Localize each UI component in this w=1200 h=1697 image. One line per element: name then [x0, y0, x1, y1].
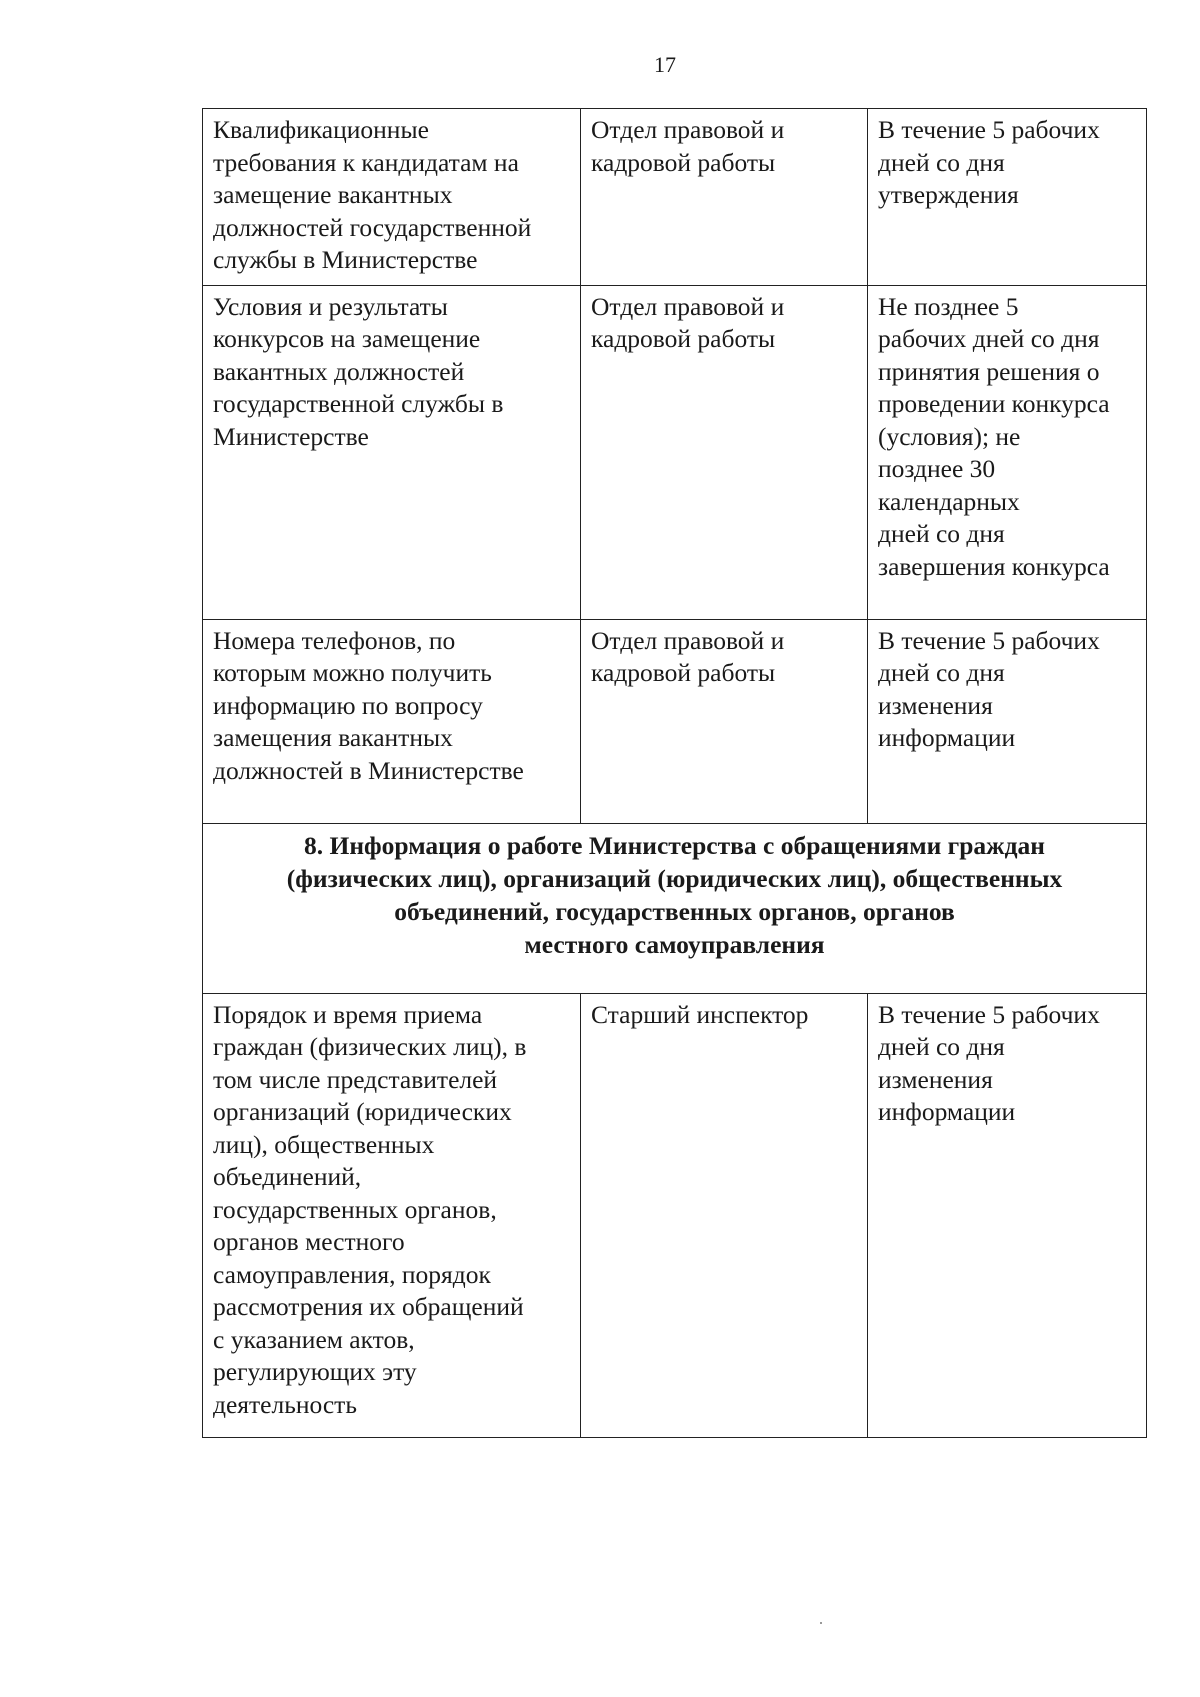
page-number: 17: [654, 52, 676, 77]
responsible-text: Отдел правовой и кадровой работы: [591, 115, 785, 177]
deadline-text: В течение 5 рабочих дней со дня изменения информации: [878, 999, 1100, 1126]
scan-speck: [820, 1622, 822, 1624]
table-row: [203, 109, 1147, 286]
table-row: [203, 619, 1147, 823]
info-text: Порядок и время приема граждан (физических лиц), в том числе представителей организаций (юридических лиц), общественных объединений, государственных органов, органов местного самоуправления, порядок рассмотрения их обращений с указанием актов, регулирующих эту деятельность: [213, 999, 527, 1419]
table-row: [203, 285, 1147, 619]
deadline-text: Не позднее 5 рабочих дней со дня принятия решения о проведении конкурса (условия); не позднее 30 календарных дней со дня завершения конкурса: [878, 291, 1110, 581]
info-text: Условия и результаты конкурсов на замещение вакантных должностей государственной службы в Министерстве: [213, 291, 504, 451]
deadline-cell: [868, 109, 1147, 286]
info-cell: [203, 109, 581, 286]
deadline-text: В течение 5 рабочих дней со дня изменения информации: [878, 625, 1100, 752]
responsible-cell: [581, 619, 868, 823]
info-cell: [203, 619, 581, 823]
deadline-cell: [868, 993, 1147, 1437]
section-heading-cell: [203, 823, 1147, 993]
information-table: [202, 108, 1147, 1438]
responsible-cell: [581, 285, 868, 619]
responsible-text: Отдел правовой и кадровой работы: [591, 625, 785, 687]
responsible-cell: [581, 109, 868, 286]
deadline-cell: [868, 619, 1147, 823]
table-row: [203, 993, 1147, 1437]
responsible-cell: [581, 993, 868, 1437]
responsible-text: Отдел правовой и кадровой работы: [591, 291, 785, 353]
info-cell: [203, 993, 581, 1437]
section-heading-row: [203, 823, 1147, 993]
info-cell: [203, 285, 581, 619]
deadline-text: В течение 5 рабочих дней со дня утверждения: [878, 115, 1100, 209]
info-text: Номера телефонов, по которым можно получить информацию по вопросу замещения вакантных должностей в Министерстве: [213, 625, 524, 785]
section-heading: 8. Информация о работе Министерства с обращениями граждан (физических лиц), организаций (юридических лиц), общественных объединений, государственных органов, органов местного самоуправления: [286, 830, 1063, 959]
info-text: Квалификационные требования к кандидатам на замещение вакантных должностей государственной службы в Министерстве: [213, 115, 532, 274]
deadline-cell: [868, 285, 1147, 619]
responsible-text: Старший инспектор: [591, 999, 809, 1029]
